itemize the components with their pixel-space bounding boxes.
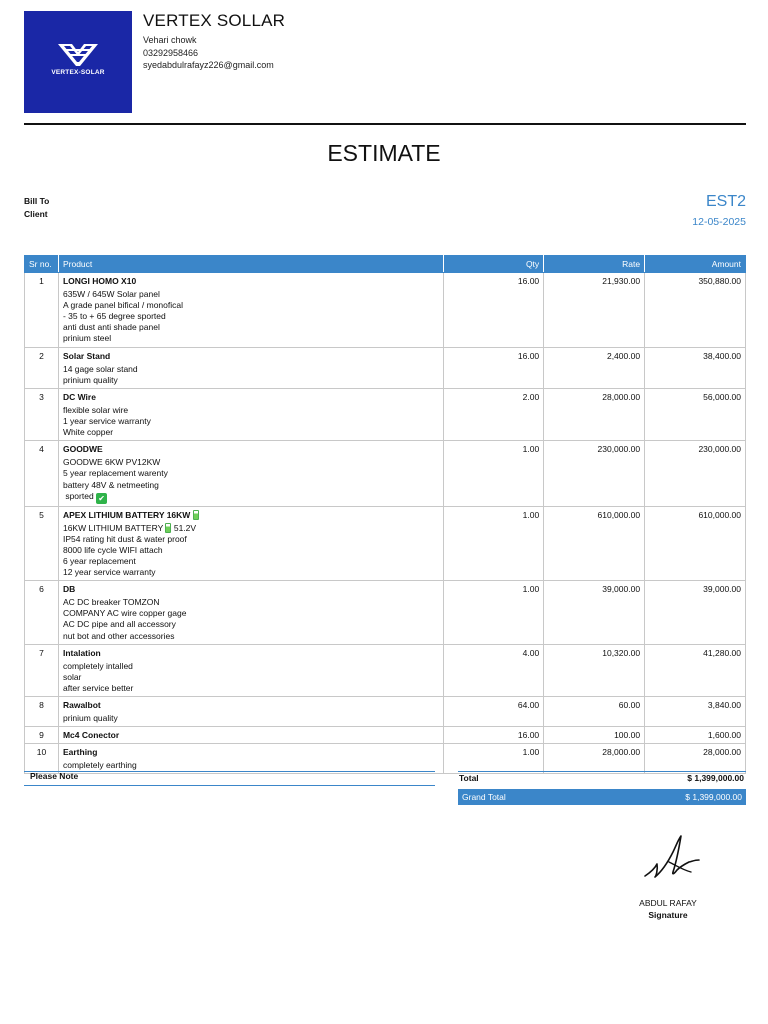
cell-product: [58, 441, 443, 506]
total-top-rule: [458, 771, 746, 772]
header-sr-no: Sr no.: [25, 256, 59, 273]
product-detail: anti dust anti shade panel: [62, 322, 160, 333]
cell-product: [58, 727, 443, 744]
table-row: [25, 581, 746, 644]
document-title: ESTIMATE: [327, 140, 441, 166]
cell-rate: 2,400.00: [544, 347, 645, 388]
cell-rate: 230,000.00: [544, 441, 645, 506]
product-detail: A grade panel bifical / monofical: [62, 300, 183, 311]
bill-to-block: [24, 195, 49, 221]
total-label: Total: [459, 773, 479, 783]
cell-sr-no: 2: [25, 347, 59, 388]
bill-to-label: Bill To: [24, 196, 50, 206]
company-address: Vehari chowk: [143, 35, 197, 45]
product-name: Intalation: [62, 647, 101, 658]
cell-qty: 16.00: [444, 727, 544, 744]
cell-sr-no: 6: [25, 581, 59, 644]
product-detail: IP54 rating hit dust & water proof: [62, 533, 187, 544]
cell-qty: 16.00: [444, 347, 544, 388]
cell-sr-no: 3: [25, 388, 59, 440]
items-table: [24, 255, 746, 774]
company-logo: [24, 11, 132, 113]
cell-product: [58, 697, 443, 727]
cell-qty: 4.00: [444, 644, 544, 696]
cell-product: [58, 273, 443, 348]
product-name: APEX LITHIUM BATTERY 16KW: [62, 509, 191, 520]
table-row: [25, 388, 746, 440]
table-row: [25, 644, 746, 696]
signature-label: Signature: [648, 910, 688, 920]
product-detail-with-check: [63, 491, 439, 504]
grand-total-bar: [458, 789, 746, 805]
product-detail: battery 48V & netmeeting: [62, 479, 159, 490]
product-detail: prinium quality: [62, 713, 118, 724]
cell-qty: 2.00: [444, 388, 544, 440]
company-name: VERTEX SOLLAR: [143, 11, 286, 30]
product-detail: prinium quality: [62, 374, 118, 385]
cell-rate: 60.00: [544, 697, 645, 727]
product-detail-with-icon: [63, 523, 439, 534]
table-row: [25, 697, 746, 727]
cell-sr-no: 1: [25, 273, 59, 348]
cell-product: [58, 388, 443, 440]
product-name: DB: [62, 584, 76, 595]
header-amount: Amount: [645, 256, 746, 273]
cell-rate: 28,000.00: [544, 388, 645, 440]
cell-rate: 28,000.00: [544, 744, 645, 774]
cell-rate: 39,000.00: [544, 581, 645, 644]
table-row: [25, 441, 746, 506]
product-name: LONGI HOMO X10: [62, 276, 137, 286]
table-row: [25, 273, 746, 348]
cell-product: [58, 347, 443, 388]
cell-product: [58, 644, 443, 696]
estimate-number: EST2: [705, 193, 746, 210]
product-detail: COMPANY AC wire copper gage: [62, 608, 187, 619]
cell-sr-no: 4: [25, 441, 59, 506]
product-detail: AC DC pipe and all accessory: [62, 619, 176, 630]
cell-sr-no: 9: [25, 727, 59, 744]
header-product: Product: [58, 256, 443, 273]
cell-qty: 1.00: [444, 506, 544, 581]
cell-amount: 1,600.00: [645, 727, 746, 744]
check-icon: ✔: [96, 493, 107, 504]
cell-qty: 1.00: [444, 441, 544, 506]
cell-amount: 610,000.00: [645, 506, 746, 581]
grand-total-value: $ 1,399,000.00: [685, 792, 742, 802]
cell-product: [58, 506, 443, 581]
table-row: [25, 744, 746, 774]
estimate-date: 12-05-2025: [692, 216, 746, 228]
table-header-row: [25, 256, 746, 273]
cell-sr-no: 7: [25, 644, 59, 696]
cell-amount: 28,000.00: [645, 744, 746, 774]
header-qty: Qty: [444, 256, 544, 273]
vertex-logo-icon: [58, 44, 98, 66]
product-name: Mc4 Conector: [62, 730, 120, 741]
product-detail: White copper: [62, 427, 114, 438]
note-top-rule: [24, 771, 435, 772]
product-name-with-icon: [63, 510, 439, 521]
product-detail: - 35 to + 65 degree sported: [62, 311, 166, 322]
cell-qty: 16.00: [444, 273, 544, 348]
battery-icon: [165, 523, 171, 533]
product-name: Earthing: [62, 747, 98, 758]
product-detail-suffix: 51.2V: [171, 522, 197, 533]
cell-sr-no: 5: [25, 506, 59, 581]
product-detail: 6 year replacement: [62, 555, 136, 566]
product-detail: 16KW LITHIUM BATTERY: [62, 522, 164, 533]
product-detail: GOODWE 6KW PV12KW: [62, 457, 161, 468]
company-info: [143, 11, 285, 72]
note-bottom-rule: [24, 785, 435, 786]
signer-name: ABDUL RAFAY: [639, 898, 697, 908]
please-note-label: Please Note: [30, 771, 79, 781]
product-name: DC Wire: [62, 391, 96, 402]
product-detail: solar: [62, 671, 82, 682]
product-detail: AC DC breaker TOMZON: [62, 597, 160, 608]
cell-amount: 39,000.00: [645, 581, 746, 644]
product-detail: 5 year replacement warenty: [62, 468, 168, 479]
table-row: [25, 506, 746, 581]
cell-sr-no: 10: [25, 744, 59, 774]
product-detail: after service better: [62, 682, 134, 693]
table-row: [25, 347, 746, 388]
product-detail: 12 year service warranty: [62, 567, 156, 578]
client-name: Client: [24, 209, 48, 219]
product-detail: 635W / 645W Solar panel: [62, 289, 160, 300]
cell-rate: 610,000.00: [544, 506, 645, 581]
header-divider: [24, 123, 746, 125]
cell-rate: 10,320.00: [544, 644, 645, 696]
cell-amount: 56,000.00: [645, 388, 746, 440]
cell-amount: 3,840.00: [645, 697, 746, 727]
cell-rate: 21,930.00: [544, 273, 645, 348]
signature-image: [611, 828, 723, 890]
cell-qty: 1.00: [444, 581, 544, 644]
cell-product: [58, 744, 443, 774]
cell-amount: 230,000.00: [645, 441, 746, 506]
cell-rate: 100.00: [544, 727, 645, 744]
product-detail: 14 gage solar stand: [62, 363, 138, 374]
product-detail: completely earthing: [62, 760, 137, 771]
company-email: syedabdulrafayz226@gmail.com: [143, 60, 274, 70]
product-name: GOODWE: [62, 444, 103, 455]
header-rate: Rate: [544, 256, 645, 273]
product-detail: completely intalled: [62, 660, 133, 671]
cell-amount: 38,400.00: [645, 347, 746, 388]
total-value: $ 1,399,000.00: [687, 773, 744, 783]
product-detail: prinium steel: [62, 333, 112, 344]
company-phone: 03292958466: [143, 47, 199, 58]
cell-sr-no: 8: [25, 697, 59, 727]
cell-amount: 350,880.00: [645, 273, 746, 348]
battery-icon: [193, 510, 199, 520]
product-detail: nut bot and other accessories: [62, 630, 175, 641]
product-detail: sported: [62, 490, 94, 501]
cell-qty: 64.00: [444, 697, 544, 727]
product-detail: flexible solar wire: [62, 404, 129, 415]
grand-total-label: Grand Total: [462, 792, 506, 802]
table-row: [25, 727, 746, 744]
product-name: Solar Stand: [62, 350, 111, 361]
product-detail: 8000 life cycle WIFI attach: [62, 544, 163, 555]
cell-qty: 1.00: [444, 744, 544, 774]
logo-text: VERTEX-SOLAR: [51, 69, 105, 76]
cell-amount: 41,280.00: [645, 644, 746, 696]
product-name: Rawalbot: [62, 700, 101, 710]
product-detail: 1 year service warranty: [62, 416, 151, 427]
cell-product: [58, 581, 443, 644]
